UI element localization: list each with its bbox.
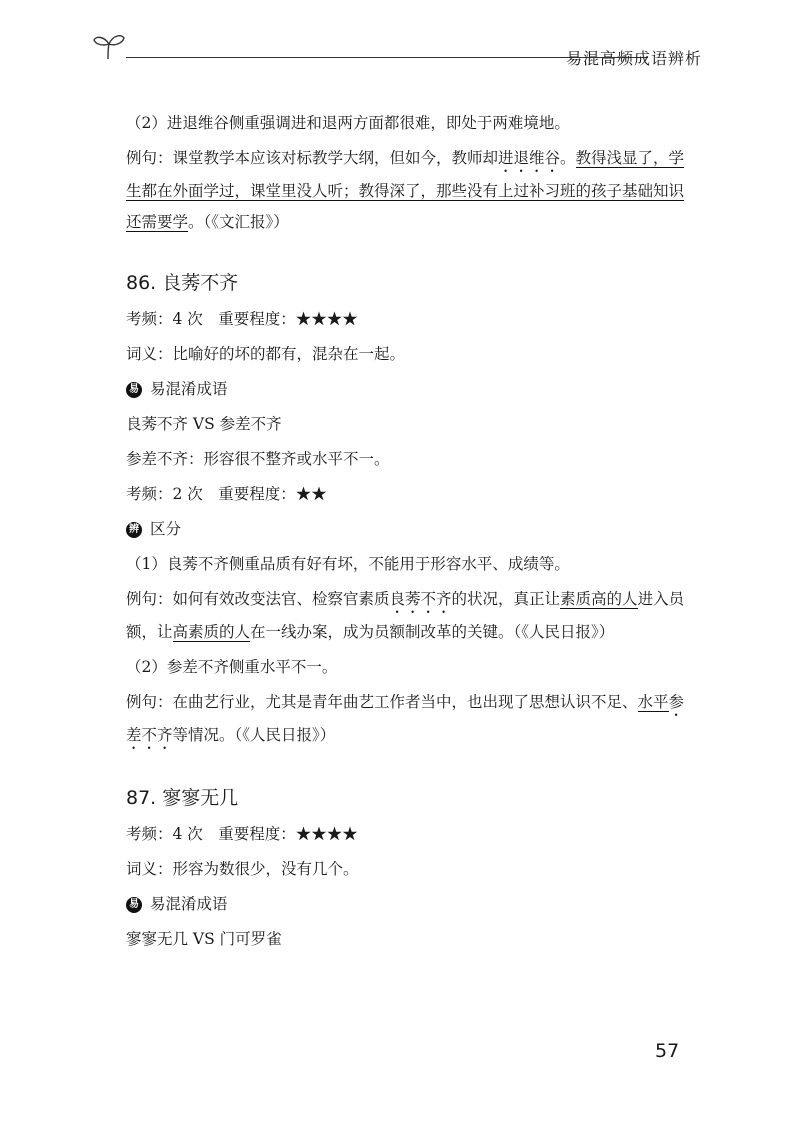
entry-86-diff-1-example: 例句：如何有效改变法官、检察官素质良莠不齐的状况，真正让素质高的人进入员额，让高素质的人在一线办案，成为员额制改革的关键。（《人民日报》） <box>126 590 685 641</box>
entry-87-frequency: 考频：4 次 重要程度：★★★★ <box>126 825 358 843</box>
page-number: 57 <box>655 1040 680 1062</box>
entry-title-86: 86. 良莠不齐 <box>126 272 239 294</box>
diff-badge-icon: 辨 <box>126 522 142 538</box>
sprout-icon <box>92 32 126 60</box>
idiom-emphasis: 良莠不齐 <box>389 590 452 608</box>
underlined-text: 素质高的人 <box>560 590 638 608</box>
entry-86-diff-2-example: 例句：在曲艺行业，尤其是青年曲艺工作者当中，也出现了思想认识不足、水平参差不齐等情况。（《人民日报》） <box>126 693 685 744</box>
entry-87-vs: 寥寥无几 VS 门可罗雀 <box>126 930 282 948</box>
prev-point-2: （2）进退维谷侧重强调进和退两方面都很难，即处于两难境地。 <box>126 114 570 132</box>
page-content <box>126 108 696 955</box>
entry-86-meaning: 词义：比喻好的坏的都有，混杂在一起。 <box>126 345 406 363</box>
idiom-emphasis: 进退维谷 <box>498 149 561 167</box>
confuse-badge-icon: 易 <box>126 897 142 913</box>
entry-title-87: 87. 寥寥无几 <box>126 787 239 809</box>
header-title: 易混高频成语辨析 <box>565 49 702 68</box>
entry-86-diff-heading: 辨 区分 <box>126 514 696 545</box>
entry-86-frequency: 考频：4 次 重要程度：★★★★ <box>126 310 358 328</box>
confuse-badge-icon: 易 <box>126 382 142 398</box>
underlined-text: 水平 <box>637 693 669 711</box>
page-header <box>92 30 702 70</box>
entry-86-vs: 良莠不齐 VS 参差不齐 <box>126 415 282 433</box>
prev-example: 例句：课堂教学本应该对标教学大纲，但如今，教师却进退维谷。教得浅显了，学生都在外面学过，课堂里没人听；教得深了，那些没有上过补习班的孩子基础知识还需要学。（《文汇报》） <box>126 149 685 231</box>
entry-86-diff-1: （1）良莠不齐侧重品质有好有坏，不能用于形容水平、成绩等。 <box>126 555 570 573</box>
underlined-text: 教得浅显了，学生都在外面学过，课堂里没人听；教得深了，那些没有上过补习班的孩子基础知识还需要学 <box>126 149 685 231</box>
entry-86-diff-2: （2）参差不齐侧重水平不一。 <box>126 658 338 676</box>
entry-86-confuse-heading: 易 易混淆成语 <box>126 374 696 405</box>
entry-87-confuse-heading: 易 易混淆成语 <box>126 889 696 920</box>
entry-86-other-frequency: 考频：2 次 重要程度：★★ <box>126 485 327 503</box>
idiom-emphasis: 参差不齐 <box>126 693 685 744</box>
entry-87-meaning: 词义：形容为数很少，没有几个。 <box>126 860 359 878</box>
underlined-text: 高素质的人 <box>172 623 251 641</box>
entry-86-other-meaning: 参差不齐：形容很不整齐或水平不一。 <box>126 450 390 468</box>
